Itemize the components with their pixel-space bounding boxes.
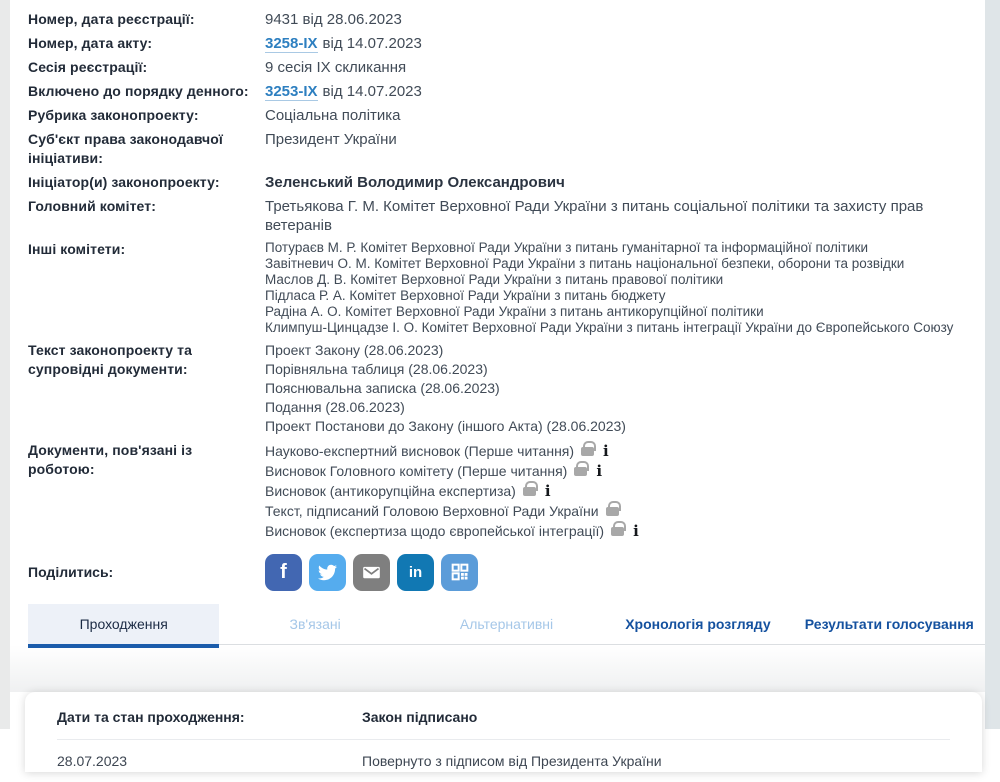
act-date: від 14.07.2023 (322, 35, 422, 52)
bill-details-list (10, 0, 985, 541)
tab-alternatyvni: Альтернативні (459, 616, 554, 632)
progress-table-header (57, 692, 950, 740)
agenda-date: від 14.07.2023 (322, 83, 422, 100)
progress-header-status: Закон підписано (362, 709, 478, 725)
field-label: Сесія реєстрації: (28, 59, 148, 75)
twitter-share-button[interactable] (309, 554, 346, 591)
share-row (10, 552, 985, 592)
field-label: Рубрика законопроекту: (28, 107, 199, 123)
related-document-link[interactable]: Висновок (експертиза щодо європейської інтеграції)i (265, 521, 985, 541)
progress-header-dates: Дати та стан проходження: (57, 709, 245, 725)
lock-icon (611, 527, 624, 536)
share-label: Поділитись: (28, 564, 114, 580)
document-link[interactable]: Порівняльна таблиця (28.06.2023) (265, 361, 488, 377)
document-link[interactable]: Подання (28.06.2023) (265, 399, 405, 415)
email-icon (361, 562, 382, 583)
main-committee-value: Третьякова Г. М. Комітет Верховної Ради України з питань соціальної політики та захисту прав ветеранів (265, 198, 924, 234)
field-label: Номер, дата акту: (28, 35, 153, 51)
field-row-agenda (28, 82, 985, 101)
info-icon[interactable] (633, 524, 639, 538)
session-value: 9 сесія IX скликання (265, 59, 407, 76)
info-icon[interactable] (596, 464, 602, 478)
related-document-link[interactable]: Висновок (антикорупційна експертиза)i (265, 481, 985, 501)
field-label: Ініціатор(и) законопроекту: (28, 174, 220, 190)
document-link[interactable]: Пояснювальна записка (28.06.2023) (265, 380, 500, 396)
field-label: Текст законопроекту та супровідні документи: (28, 342, 193, 377)
lock-icon (581, 447, 594, 456)
related-documents-list (265, 441, 985, 541)
documents-list (265, 341, 985, 436)
tab-prohodzhennia[interactable]: Проходження (28, 604, 219, 644)
document-link[interactable]: Проект Закону (28.06.2023) (265, 342, 444, 358)
field-label: Включено до порядку денного: (28, 83, 249, 99)
field-row-initiator (28, 173, 985, 192)
linkedin-share-button[interactable] (397, 554, 434, 591)
tab-khronolohiia-rozghliadu[interactable]: Хронологія розгляду (625, 616, 771, 632)
page-right-margin (985, 0, 1000, 729)
facebook-share-button[interactable] (265, 554, 302, 591)
agenda-value (265, 82, 985, 101)
rubric-value: Соціальна політика (265, 107, 401, 124)
document-link[interactable]: Проект Постанови до Закону (іншого Акта) (28.06.2023) (265, 418, 626, 434)
initiator-value: Зеленський Володимир Олександрович (265, 174, 565, 191)
progress-row-status: Повернуто з підписом від Президента України (362, 753, 662, 769)
tab-rezultaty-holosuvannia[interactable]: Результати голосування (804, 616, 974, 632)
field-row-subject (28, 130, 985, 168)
field-row-rubric (28, 106, 985, 125)
agenda-number-link[interactable]: 3253-IX (265, 83, 318, 100)
tab-zviazani: Зв'язані (289, 616, 341, 632)
linkedin-icon: in (408, 563, 423, 581)
twitter-icon (318, 563, 337, 582)
bill-tabs (28, 604, 985, 645)
field-row-registration (28, 10, 985, 29)
related-document-link[interactable]: Науково-експертний висновок (Перше читання)i (265, 441, 985, 461)
field-row-documents (28, 341, 985, 436)
field-label: Номер, дата реєстрації: (28, 11, 195, 27)
table-row (57, 740, 950, 782)
committee-item: Потураєв М. Р. Комітет Верховної Ради України з питань гуманітарної та інформаційної політики (265, 240, 869, 255)
registration-value: 9431 від 28.06.2023 (265, 11, 402, 28)
field-row-main-committee (28, 197, 985, 235)
committee-item: Маслов Д. В. Комітет Верховної Ради України з питань правової політики (265, 272, 724, 287)
info-icon[interactable] (545, 484, 551, 498)
field-row-other-committees (28, 240, 985, 336)
committee-item: Підласа Р. А. Комітет Верховної Ради України з питань бюджету (265, 288, 666, 303)
other-committees-list (265, 240, 985, 336)
field-row-session (28, 58, 985, 77)
tab-content-gap (10, 645, 985, 692)
page-left-margin (0, 0, 10, 729)
committee-item: Завітневич О. М. Комітет Верховної Ради України з питань національної безпеки, оборони та розвідки (265, 256, 905, 271)
qr-code-icon (450, 562, 470, 582)
committee-item: Радіна А. О. Комітет Верховної Ради України з питань антикорупційної політики (265, 304, 764, 319)
lock-icon (606, 507, 619, 516)
lock-icon (574, 467, 587, 476)
field-label: Інші комітети: (28, 241, 126, 257)
act-number-link[interactable]: 3258-IX (265, 35, 318, 52)
qr-code-share-button[interactable] (441, 554, 478, 591)
field-row-related-documents (28, 441, 985, 541)
share-buttons (265, 554, 478, 591)
related-document-link[interactable]: Висновок Головного комітету (Перше читання)i (265, 461, 985, 481)
field-row-act (28, 34, 985, 53)
field-label: Головний комітет: (28, 198, 156, 214)
bill-detail-content (10, 0, 985, 769)
field-label: Документи, пов'язані із роботою: (28, 442, 193, 477)
info-icon[interactable] (603, 444, 609, 458)
facebook-icon: f (280, 560, 287, 583)
lock-icon (523, 487, 536, 496)
progress-table-card (25, 692, 982, 772)
field-label: Суб'єкт права законодавчої ініціативи: (28, 131, 223, 166)
progress-row-date: 28.07.2023 (57, 753, 128, 769)
subject-value: Президент України (265, 131, 397, 148)
related-document-link[interactable]: Текст, підписаний Головою Верховної Ради України (265, 501, 985, 521)
committee-item: Климпуш-Цинцадзе І. О. Комітет Верховної Ради України з питань інтеграції України до Європейського Союзу (265, 320, 954, 335)
act-value (265, 34, 985, 53)
email-share-button[interactable] (353, 554, 390, 591)
